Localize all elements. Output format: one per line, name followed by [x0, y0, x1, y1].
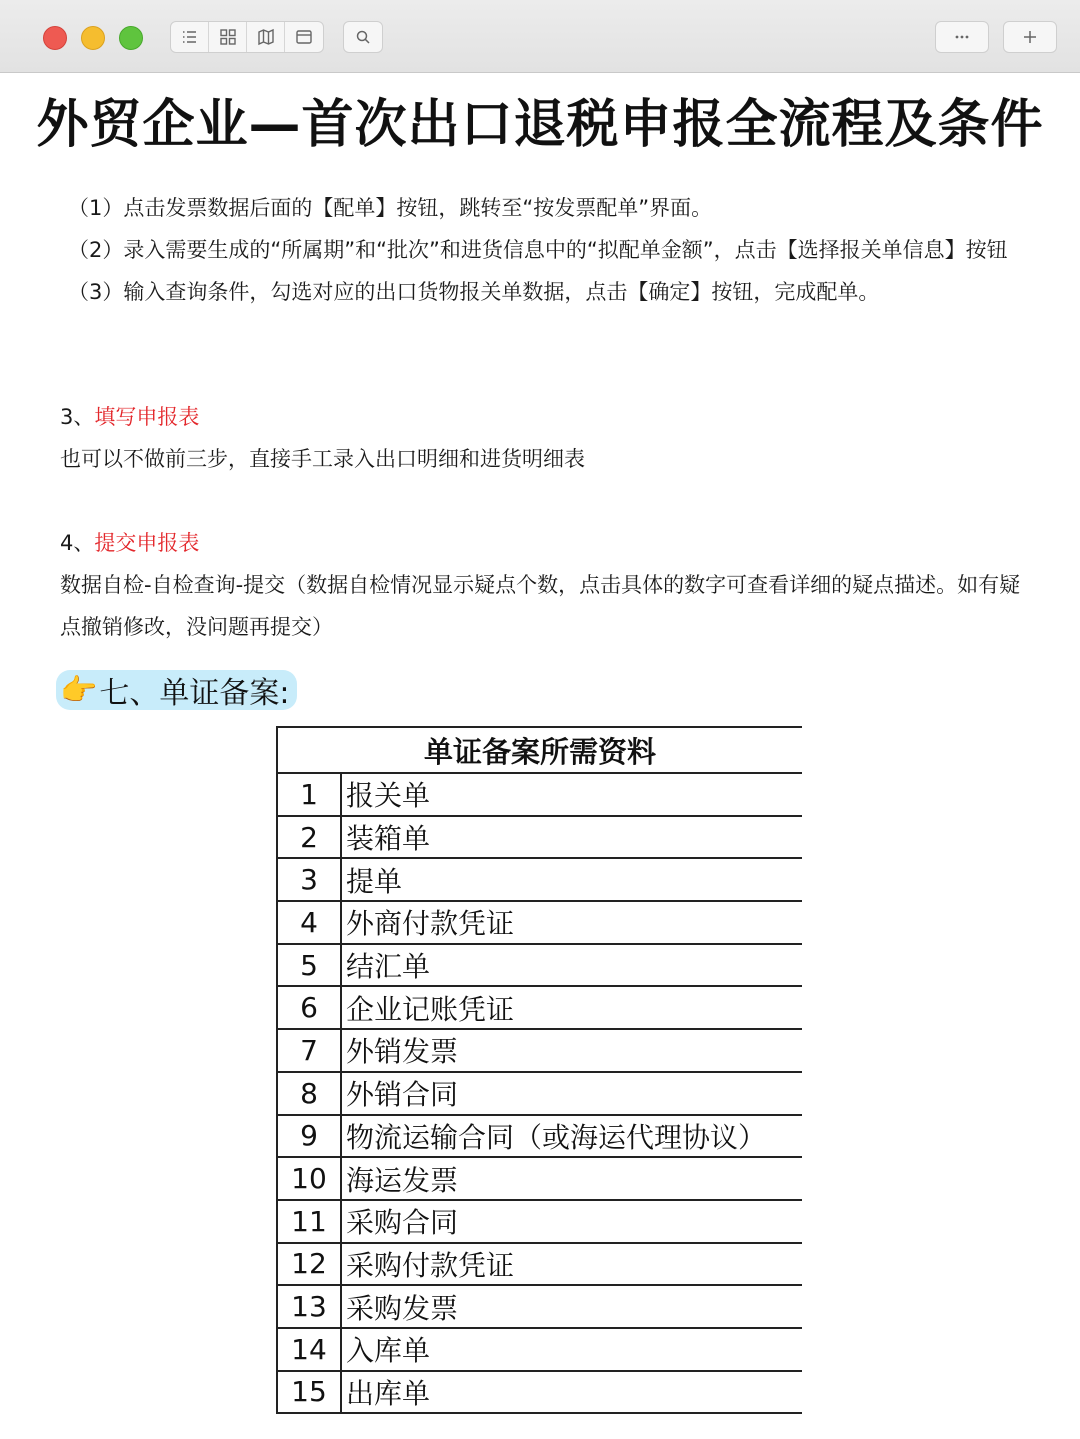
document-name: 采购合同 — [341, 1200, 802, 1243]
step-3-text: （3）输入查询条件，勾选对应的出口货物报关单数据，点击【确定】按钮，完成配单。 — [68, 280, 880, 304]
map-view-button[interactable] — [247, 22, 285, 52]
table-row — [277, 944, 802, 987]
table-row — [277, 1243, 802, 1286]
window-titlebar — [0, 0, 1080, 73]
row-number: 8 — [277, 1072, 341, 1115]
row-number: 10 — [277, 1157, 341, 1200]
table-row — [277, 901, 802, 944]
pointing-hand-icon: 👉 — [60, 672, 98, 708]
grid-icon — [219, 28, 237, 46]
document-name: 入库单 — [341, 1328, 802, 1371]
row-number: 7 — [277, 1029, 341, 1072]
add-toolbar — [1003, 21, 1057, 53]
section-4-heading — [60, 522, 1030, 564]
table-row — [277, 986, 802, 1029]
document-name: 采购发票 — [341, 1285, 802, 1328]
document-name: 提单 — [341, 858, 802, 901]
document-name: 外销合同 — [341, 1072, 802, 1115]
section-3-title: 填写申报表 — [94, 405, 200, 429]
section-3-number: 3、 — [60, 405, 95, 429]
table-row — [277, 1371, 802, 1414]
section-7-title: 七、单证备案: — [99, 676, 290, 711]
section-4 — [60, 522, 1030, 648]
document-name: 海运发票 — [341, 1157, 802, 1200]
row-number: 9 — [277, 1115, 341, 1158]
row-number: 14 — [277, 1328, 341, 1371]
list-icon — [181, 28, 199, 46]
table-row — [277, 858, 802, 901]
page-title: 外贸企业—首次出口退税申报全流程及条件 — [36, 95, 1044, 155]
list-view-button[interactable] — [171, 22, 209, 52]
row-number: 1 — [277, 773, 341, 816]
section-3 — [60, 396, 1030, 480]
search-icon — [354, 28, 372, 46]
table-header: 单证备案所需资料 — [277, 727, 802, 773]
search-toolbar — [343, 21, 383, 53]
window-view-button[interactable] — [285, 22, 323, 52]
document-name: 出库单 — [341, 1371, 802, 1414]
row-number: 11 — [277, 1200, 341, 1243]
document-name: 结汇单 — [341, 944, 802, 987]
table-row — [277, 773, 802, 816]
document-name: 采购付款凭证 — [341, 1243, 802, 1286]
more-icon — [953, 28, 971, 46]
step-1-text: （1）点击发票数据后面的【配单】按钮，跳转至“按发票配单”界面。 — [68, 196, 713, 220]
table-body — [277, 773, 802, 1413]
step-2-text: （2）录入需要生成的“所属期”和“批次”和进货信息中的“拟配单金额”，点击【选择报关单信息】按钮 — [68, 238, 1008, 262]
row-number: 3 — [277, 858, 341, 901]
table-row — [277, 1328, 802, 1371]
search-button[interactable] — [344, 22, 382, 52]
section-3-text: 也可以不做前三步，直接手工录入出口明细和进货明细表 — [60, 447, 585, 471]
view-toolbar — [170, 21, 324, 53]
table-row — [277, 1029, 802, 1072]
add-icon — [1021, 28, 1039, 46]
row-number: 5 — [277, 944, 341, 987]
row-number: 6 — [277, 986, 341, 1029]
section-4-number: 4、 — [60, 531, 95, 555]
table-row — [277, 1115, 802, 1158]
section-7-highlight — [56, 670, 297, 710]
section-4-text: 数据自检-自检查询-提交（数据自检情况显示疑点个数，点击具体的数字可查看详细的疑点描述。如有疑点撤销修改，没问题再提交） — [60, 573, 1021, 639]
document-name: 外销发票 — [341, 1029, 802, 1072]
minimize-window-button[interactable] — [81, 26, 105, 50]
document-name: 外商付款凭证 — [341, 901, 802, 944]
row-number: 2 — [277, 816, 341, 859]
table-row — [277, 1157, 802, 1200]
section-4-title: 提交申报表 — [94, 531, 200, 555]
document-name: 装箱单 — [341, 816, 802, 859]
section-3-heading — [60, 396, 1030, 438]
row-number: 13 — [277, 1285, 341, 1328]
add-button[interactable] — [1004, 22, 1056, 52]
table-row — [277, 816, 802, 859]
row-number: 12 — [277, 1243, 341, 1286]
document-name: 报关单 — [341, 773, 802, 816]
row-number: 4 — [277, 901, 341, 944]
table-row — [277, 1200, 802, 1243]
row-number: 15 — [277, 1371, 341, 1414]
map-icon — [257, 28, 275, 46]
window-icon — [295, 28, 313, 46]
zoom-window-button[interactable] — [119, 26, 143, 50]
steps-block — [60, 187, 1030, 313]
document-name: 物流运输合同（或海运代理协议） — [341, 1115, 802, 1158]
grid-view-button[interactable] — [209, 22, 247, 52]
document-name: 企业记账凭证 — [341, 986, 802, 1029]
close-window-button[interactable] — [43, 26, 67, 50]
table-row — [277, 1072, 802, 1115]
filing-documents-table — [276, 726, 802, 1414]
table-header-row — [277, 727, 802, 773]
section-7-heading — [56, 668, 297, 712]
table-row — [277, 1285, 802, 1328]
more-toolbar — [935, 21, 989, 53]
more-button[interactable] — [936, 22, 988, 52]
